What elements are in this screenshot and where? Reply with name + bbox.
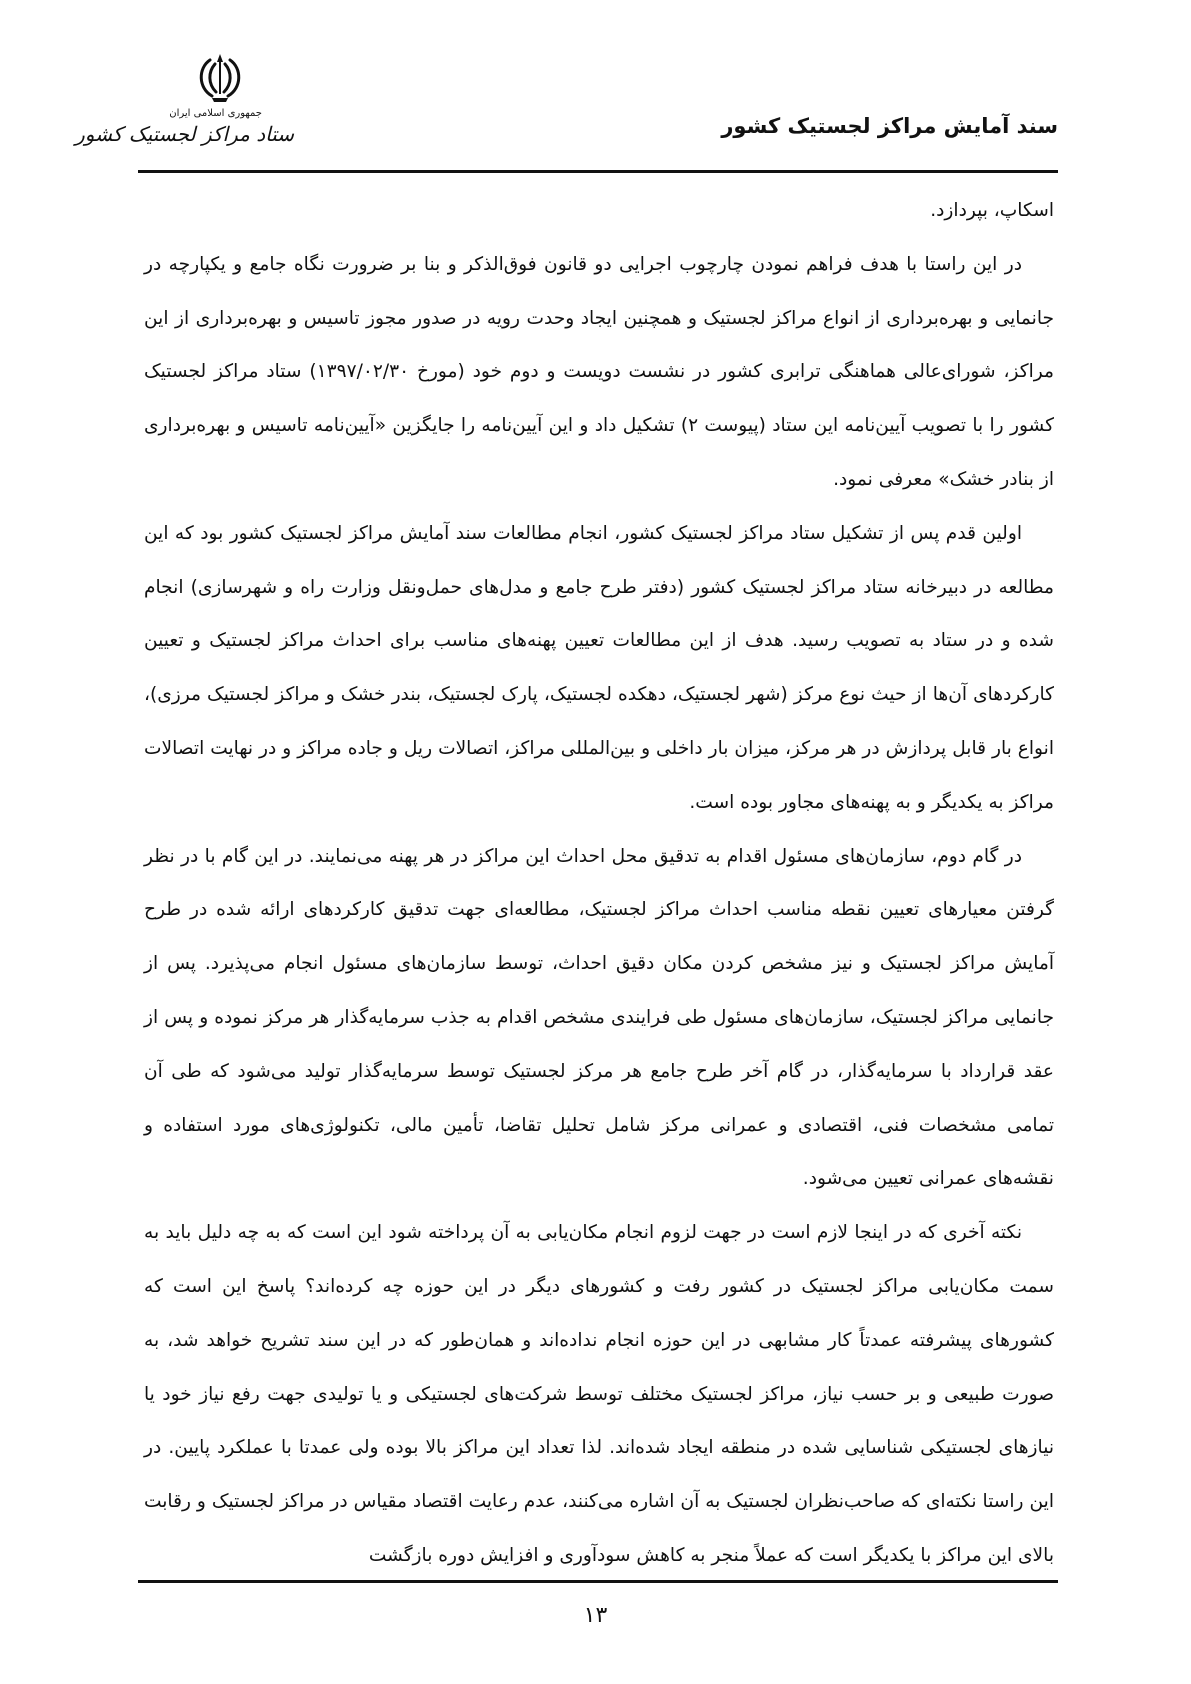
paragraph: اولین قدم پس از تشکیل ستاد مراکز لجستیک کشور، انجام مطالعات سند آمایش مراکز لجستیک کشور بود که این مطالعه در دبیرخانه ستاد مراکز لجستیک کشور (دفتر طرح جامع و مدل‌های حمل‌ونقل وزارت راه و شهرسازی) انجام شده و در ستاد به تصویب رسید. هدف از این مطالعات تعیین پهنه‌های مناسب برای احداث مراکز لجستیک و تعیین کارکردهای آن‌ها از حیث نوع مرکز (شهر لجستیک، دهکده لجستیک، پارک لجستیک، بندر خشک و مراکز لجستیک مرزی)، انواع بار قابل پردازش در هر مرکز، میزان بار داخلی و بین‌المللی مراکز، اتصالات ریل و جاده مراکز و در نهایت اتصالات مراکز به یکدیگر و به پهنه‌های مجاور بوده است. (144, 522, 1054, 813)
logo-calligraphy: ستاد مراکز لجستیک کشور (75, 122, 294, 146)
paragraph: نکته آخری که در اینجا لازم است در جهت لزوم انجام مکان‌یابی به آن پرداخته شود این است که به چه دلیل باید به سمت مکان‌یابی مراکز لجستیک در کشور رفت و کشورهای دیگر در این حوزه چه کرده‌اند؟ پاسخ این است که کشورهای پیشرفته عمدتاً کار مشابهی در این حوزه انجام نداده‌اند و همان‌طور که در این سند تشریح خواهد شد، به صورت طبیعی و بر حسب نیاز، مراکز لجستیک مختلف توسط شرکت‌های لجستیکی و یا تولیدی جهت رفع نیاز خود یا نیازهای لجستیکی شناسایی شده در منطقه ایجاد شده‌اند. لذا تعداد این مراکز بالا بوده ولی عمدتا با عملکرد پایین. در این راستا نکته‌ای که صاحب‌نظران لجستیک به آن اشاره می‌کنند، عدم رعایت اقتصاد مقیاس در مراکز لجستیک و رقابت بالای این مراکز با یکدیگر است که عملاً منجر به کاهش سودآوری و افزایش دوره بازگشت (144, 1222, 1054, 1566)
paragraph-continuation: اسکاپ، بپردازد. (930, 200, 1054, 221)
paragraph: در گام دوم، سازمان‌های مسئول اقدام به تدقیق محل احداث این مراکز در هر پهنه می‌نمایند. در این گام با در نظر گرفتن معیارهای تعیین نقطه مناسب احداث مراکز لجستیک، مطالعه‌ای جهت تدقیق کارکردهای ارائه شده در طرح آمایش مراکز لجستیک و نیز مشخص کردن مکان دقیق احداث، توسط سازمان‌های مسئول انجام می‌پذیرد. پس از جانمایی مراکز لجستیک، سازمان‌های مسئول طی فرایندی مشخص اقدام به جذب سرمایه‌گذار هر مرکز نموده و پس از عقد قرارداد با سرمایه‌گذار، در گام آخر طرح جامع هر مرکز لجستیک توسط سرمایه‌گذار تولید می‌شود که طی آن تمامی مشخصات فنی، اقتصادی و عمرانی مرکز شامل تحلیل تقاضا، تأمین مالی، تکنولوژی‌های مورد استفاده و نقشه‌های عمرانی تعیین می‌شود. (144, 845, 1054, 1190)
header-divider (138, 170, 1058, 173)
document-title: سند آمایش مراکز لجستیک کشور (721, 114, 1058, 138)
logo-caption: جمهوری اسلامی ایران (169, 108, 262, 119)
iran-emblem-icon (190, 50, 250, 106)
paragraph: در این راستا با هدف فراهم نمودن چارچوب اجرایی دو قانون فوق‌الذکر و بنا بر ضرورت نگاه جامع و یکپارچه در جانمایی و بهره‌برداری از انواع مراکز لجستیک و همچنین ایجاد وحدت رویه در صدور مجوز تاسیس و بهره‌برداری از این مراکز، شورای‌عالی هماهنگی ترابری کشور در نشست دویست و دوم خود (مورخ ۱۳۹۷/۰۲/۳۰) ستاد مراکز لجستیک کشور را با تصویب آیین‌نامه این ستاد (پیوست ۲) تشکیل داد و این آیین‌نامه را جایگزین «آیین‌نامه تاسیس و بهره‌برداری از بنادر خشک» معرفی نمود. (144, 253, 1054, 490)
page-header (75, 44, 1058, 174)
page-number: ۱۳ (583, 1603, 608, 1628)
footer-divider (138, 1580, 1058, 1583)
body-text (144, 184, 1054, 1583)
